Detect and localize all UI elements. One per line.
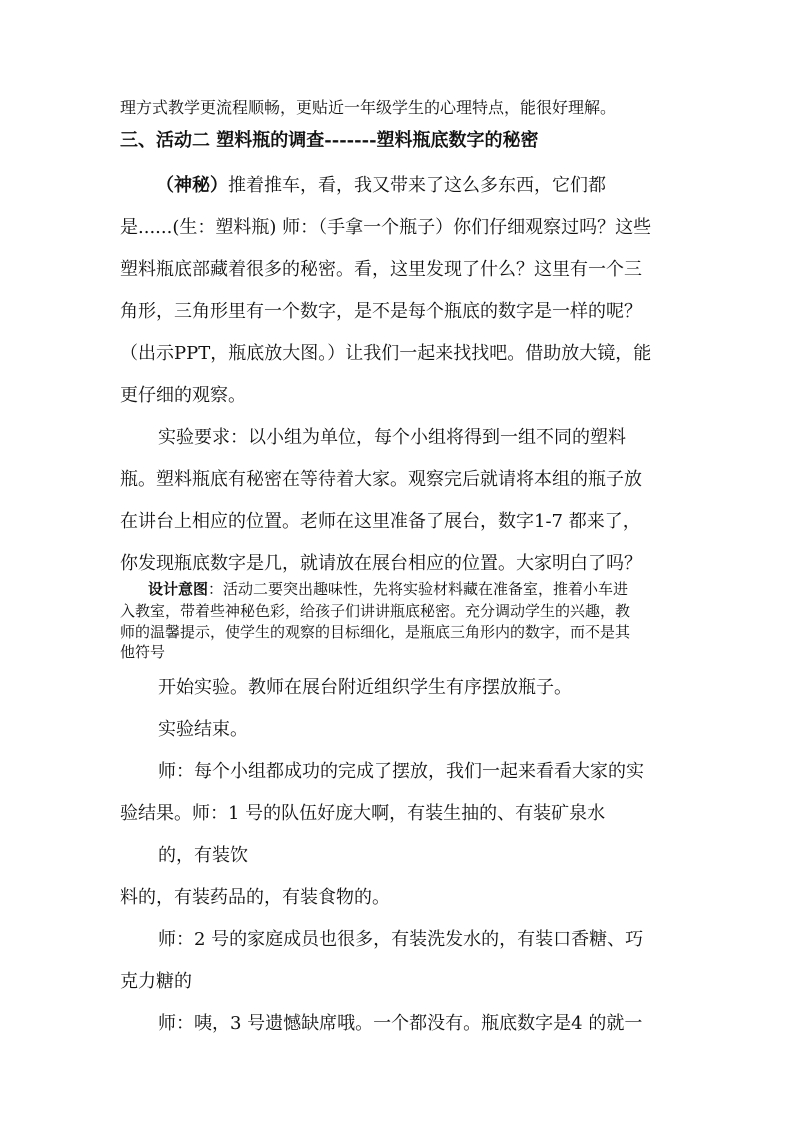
text-line: 理方式教学更流程顺畅，更贴近一年级学生的心理特点，能很好理解。 (120, 98, 617, 117)
paragraph-line: 更仔细的观察。 (120, 385, 246, 406)
paragraph-line: 是......(生：塑料瓶) 师：（手拿一个瓶子）你们仔细观察过吗？这些 (120, 217, 652, 238)
text-span: ：活动二要突出趣味性，先将实验材料藏在准备室，推着小车进 (208, 580, 629, 598)
paragraph-line: 师：咦，3 号遗憾缺席哦。一个都没有。瓶底数字是4 的就一 (158, 1013, 643, 1034)
section-heading: 三、活动二 塑料瓶的调查-------塑料瓶底数字的秘密 (120, 130, 539, 151)
text-span: 推着推车，看，我又带来了这么多东西，它们都 (228, 175, 606, 196)
bold-span: （神秘） (156, 175, 228, 196)
paragraph-line: 你发现瓶底数字是几，就请放在展台相应的位置。大家明白了吗？ (120, 553, 642, 574)
design-intent-line (148, 578, 628, 599)
paragraph-line: 克力糖的 (120, 971, 192, 992)
design-intent-line: 师的温馨提示，使学生的观察的目标细化，是瓶底三角形内的数字，而不是其 (120, 623, 631, 641)
paragraph-line: 塑料瓶底部藏着很多的秘密。看，这里发现了什么？这里有一个三 (120, 259, 642, 280)
paragraph-line: 的，有装饮 (158, 845, 248, 866)
paragraph-line: 师：每个小组都成功的完成了摆放，我们一起来看看大家的实 (158, 761, 644, 782)
paragraph-line: （出示PPT，瓶底放大图。）让我们一起来找找吧。借助放大镜，能 (120, 343, 652, 364)
paragraph-line: 验结果。师：1 号的队伍好庞大啊，有装生抽的、有装矿泉水 (120, 803, 606, 824)
paragraph-line: 在讲台上相应的位置。老师在这里准备了展台，数字1-7 都来了， (120, 511, 641, 532)
paragraph-line (156, 171, 606, 197)
paragraph-line: 料的，有装药品的，有装食物的。 (120, 887, 390, 908)
design-intent-line: 他符号 (120, 643, 166, 661)
paragraph-line: 角形，三角形里有一个数字，是不是每个瓶底的数字是一样的呢？ (120, 301, 642, 322)
paragraph-line: 实验结束。 (158, 719, 248, 740)
paragraph-line: 实验要求：以小组为单位，每个小组将得到一组不同的塑料 (158, 427, 626, 448)
design-intent-label: 设计意图 (148, 580, 209, 598)
design-intent-line: 入教室，带着些神秘色彩，给孩子们讲讲瓶底秘密。充分调动学生的兴趣，教 (120, 602, 631, 620)
paragraph-line: 师：2 号的家庭成员也很多，有装洗发水的，有装口香糖、巧 (158, 929, 644, 950)
paragraph-line: 开始实验。教师在展台附近组织学生有序摆放瓶子。 (158, 677, 572, 698)
paragraph-line: 瓶。塑料瓶底有秘密在等待着大家。观察完后就请将本组的瓶子放 (120, 469, 642, 490)
